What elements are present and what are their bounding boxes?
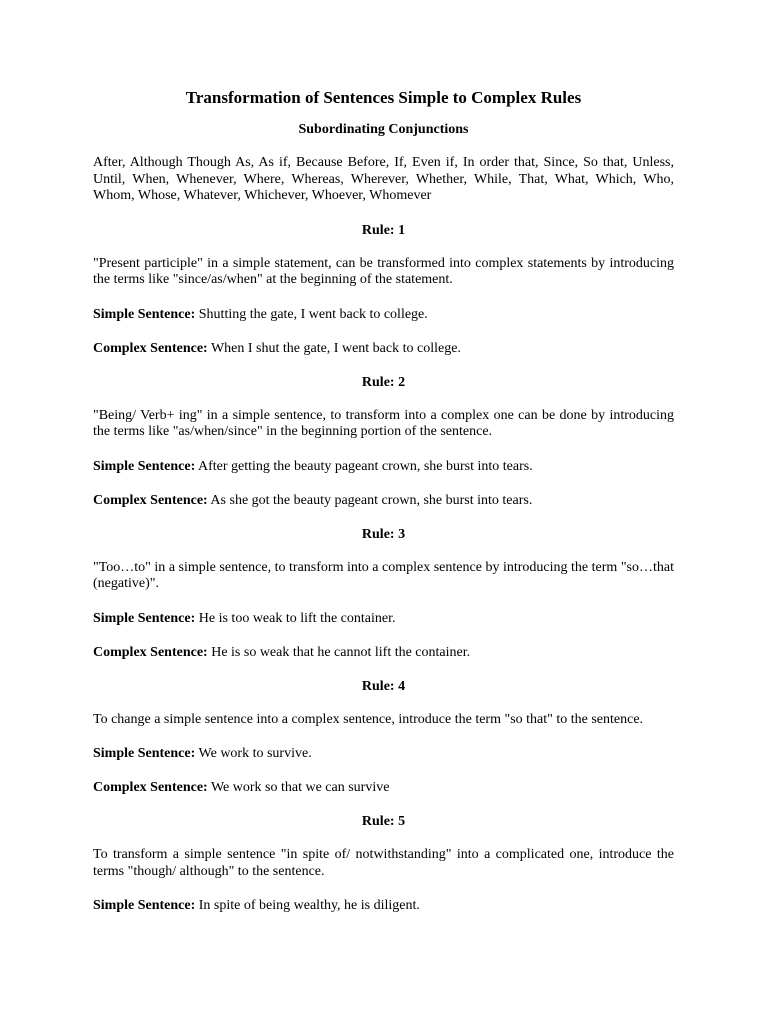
complex-sentence-label: Complex Sentence: [93,644,208,660]
section-heading-conjunctions: Subordinating Conjunctions [298,122,469,137]
rule-4-heading: Rule: 4 [361,678,406,694]
rule-2-description: "Being/ Verb+ ing" in a simple sentence, to transform into a complex one can be done by introducing the terms like "as/when/since" in the beginning portion of the sentence. [93,407,674,439]
rule-4-complex-text: We work so that we can survive [207,780,390,795]
rule-1-description: "Present participle" in a simple statement, can be transformed into complex statements by introducing the terms like "since/as/when" at the beginning of the statement. [93,255,674,287]
rule-3-simple-example [93,610,674,627]
rule-3-complex-example [93,644,674,661]
rule-1-complex-text: When I shut the gate, I went back to college. [207,340,461,356]
simple-sentence-label: Simple Sentence: [93,746,196,761]
rule-1-complex-example [93,340,674,357]
simple-sentence-label: Simple Sentence: [93,458,196,474]
rule-2-simple-text: After getting the beauty pageant crown, she burst into tears. [195,458,533,474]
rule-3-heading: Rule: 3 [361,526,406,542]
rule-2-simple-example [93,458,674,475]
rule-1-simple-text: Shutting the gate, I went back to college. [195,306,428,322]
rule-3-complex-text: He is so weak that he cannot lift the container. [207,644,471,660]
rule-1-heading: Rule: 1 [361,222,406,238]
rule-4-simple-example [93,745,674,762]
simple-sentence-label: Simple Sentence: [93,306,196,322]
rule-5-description: To transform a simple sentence "in spite of/ notwithstanding" into a complicated one, introduce the terms "though/ although" to the sentence. [93,847,674,879]
rule-3-simple-text: He is too weak to lift the container. [195,610,396,626]
simple-sentence-label: Simple Sentence: [93,610,196,626]
page-title: Transformation of Sentences Simple to Complex Rules [185,88,582,107]
rule-2-heading: Rule: 2 [361,374,406,390]
rule-2-complex-example [93,492,674,509]
rule-5-heading: Rule: 5 [361,814,406,829]
complex-sentence-label: Complex Sentence: [93,780,208,795]
rule-2-complex-text: As she got the beauty pageant crown, she burst into tears. [207,492,533,508]
rule-5-simple-example [93,897,674,914]
rule-4-description: To change a simple sentence into a complex sentence, introduce the term "so that" to the sentence. [93,711,644,727]
rule-5-simple-text: In spite of being wealthy, he is diligent. [195,898,420,913]
simple-sentence-label: Simple Sentence: [93,898,196,913]
complex-sentence-label: Complex Sentence: [93,340,208,356]
conjunctions-list: After, Although Though As, As if, Because Before, If, Even if, In order that, Since, So that, Unless, Until, When, Whenever, Where, Whereas, Wherever, Whether, While, That, What, Which, Who, Whom, Whose, Whatever, Whichever, Whoever, Whomever [93,155,674,203]
rule-4-complex-example [93,779,674,796]
complex-sentence-label: Complex Sentence: [93,492,208,508]
rule-1-simple-example [93,306,674,323]
rule-3-description: "Too…to" in a simple sentence, to transform into a complex sentence by introducing the term "so…that (negative)". [93,559,674,591]
rule-4-simple-text: We work to survive. [195,746,312,761]
